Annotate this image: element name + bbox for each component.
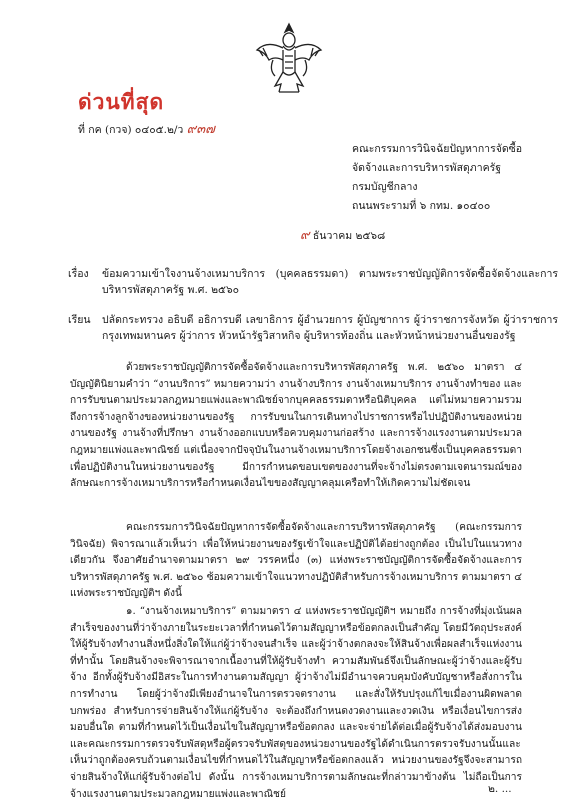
sender-address <box>352 140 522 216</box>
subject-text: ข้อมความเข้าใจงานจ้างเหมาบริการ (บุคคลธรรมดา) ตามพระราชบัญญัติการจัดซื้อจัดจ้างและการบริหารพัสดุภาครัฐ พ.ศ. ๒๕๖๐ <box>102 268 558 296</box>
body-paragraph-3: ๑. “งานจ้างเหมาบริการ” ตามมาตรา ๔ แห่งพระราชบัญญัติฯ หมายถึง การจ้างที่มุ่งเน้นผลสำเร็จของงานที่ว่าจ้างภายในระยะเวลาที่กำหนดไว้ตามสัญญาหรือข้อตกลงเป็นสำคัญ โดยมีวัตถุประสงค์ให้ผู้รับจ้างทำงานสิ่งหนึ่งสิ่งใดให้แก่ผู้ว่าจ้างจนสำเร็จ และผู้ว่าจ้างตกลงจะให้สินจ้างเพื่อผลสำเร็จแห่งงานที่ทำนั้น โดยสินจ้างจะพิจารณาจากเนื้องานที่ให้ผู้รับจ้างทำ ความสัมพันธ์จึงเป็นลักษณะผู้ว่าจ้างและผู้รับจ้าง อีกทั้งผู้รับจ้างมีอิสระในการทำงานตามสัญญา ผู้ว่าจ้างไม่มีอำนาจควบคุมบังคับบัญชาหรือสั่งการในการทำงาน โดยผู้ว่าจ้างมีเพียงอำนาจในการตรวจตรางาน และสั่งให้รับปรุงแก้ไขเมื่องานผิดพลาดบกพร่อง สำหรับการจ่ายสินจ้างให้แก่ผู้รับจ้าง จะต้องถึงกำหนดงวดงานและงวดเงิน หรือเงื่อนไขการส่งมอบอื่นใด ตามที่กำหนดไว้เป็นเงื่อนไขในสัญญาหรือข้อตกลง และจะจ่ายได้ต่อเมื่อผู้รับจ้างได้ส่งมอบงาน และคณะกรรมการตรวจรับพัสดุหรือผู้ตรวจรับพัสดุของหน่วยงานของรัฐได้ดำเนินการตรวจรับงานนั้นและเห็นว่าถูกต้องครบถ้วนตามเงื่อนไขที่กำหนดไว้ในสัญญาหรือข้อตกลงแล้ว หน่วยงานของรัฐจึงจะสามารถจ่ายสินจ้างให้แก่ผู้รับจ้างต่อไป ดังนั้น การจ้างเหมาบริการตามลักษณะที่กล่าวมาข้างต้น ไม่ถือเป็นการจ้างแรงงานตามประมวลกฎหมายแพ่งและพาณิชย์ <box>70 606 522 800</box>
body-paragraph-1: ด้วยพระราชบัญญัติการจัดซื้อจัดจ้างและการบริหารพัสดุภาครัฐ พ.ศ. ๒๕๖๐ มาตรา ๔ บัญญัตินิยามคำว่า “งานบริการ” หมายความว่า งานจ้างบริการ งานจ้างเหมาบริการ งานจ้างทำของ และการรับขนตามประมวลกฎหมายแพ่งและพาณิชย์จากบุคคลธรรมดาหรือนิติบุคคล แต่ไม่หมายความรวมถึงการจ้างลูกจ้างของหน่วยงานของรัฐ การรับขนในการเดินทางไปราชการหรือไปปฏิบัติงานของหน่วยงานของรัฐ งานจ้างที่ปรึกษา งานจ้างออกแบบหรือควบคุมงานก่อสร้าง และการจ้างแรงงานตามประมวลกฎหมายแพ่งและพาณิชย์ แต่เนื่องจากปัจจุบันในงานจ้างเหมาบริการโดยจ้างเอกชนซึ่งเป็นบุคคลธรรมดาเพื่อปฏิบัติงานในหน่วยงานของรัฐ มีการกำหนดขอบเขตของงานที่จะจ้างไม่ตรงตามเจตนารมณ์ของลักษณะการจ้างเหมาบริการหรือกำหนดเงื่อนไขของสัญญาคลุมเครือทำให้เกิดความไม่ชัดเจน <box>70 362 522 490</box>
recipient-text: ปลัดกระทรวง อธิบดี อธิการบดี เลขาธิการ ผู้อำนวยการ ผู้บัญชาการ ผู้ว่าราชการจังหวัด ผู้ว่าราชการกรุงเทพมหานคร ผู้ว่าการ หัวหน้ารัฐวิสาหกิจ ผู้บริหารท้องถิ่น และหัวหน้าหน่วยงานอื่นของรัฐ <box>102 314 558 342</box>
date-month-year: ธันวาคม ๒๕๖๘ <box>312 230 386 242</box>
address-line: จัดจ้างและการบริหารพัสดุภาครัฐ <box>352 162 502 174</box>
address-line: คณะกรรมการวินิจฉัยปัญหาการจัดซื้อ <box>352 143 523 155</box>
subject-label: เรื่อง <box>68 268 89 280</box>
body-paragraph-2: คณะกรรมการวินิจฉัยปัญหาการจัดซื้อจัดจ้างและการบริหารพัสดุภาครัฐ (คณะกรรมการวินิจฉัย) พิจารณาแล้วเห็นว่า เพื่อให้หน่วยงานของรัฐเข้าใจและปฏิบัติได้อย่างถูกต้อง เป็นไปในแนวทางเดียวกัน จึงอาศัยอำนาจตามมาตรา ๒๙ วรรคหนึ่ง (๓) แห่งพระราชบัญญัติการจัดซื้อจัดจ้างและการบริหารพัสดุภาครัฐ พ.ศ. ๒๕๖๐ ซ้อมความเข้าใจแนวทางปฏิบัติสำหรับการจ้างเหมาบริการ ตามมาตรา ๔ แห่งพระราชบัญญัติฯ ดังนี้ <box>70 522 522 600</box>
document-number-prefix: ที่ กค (กวจ) ๐๔๐๕.๒/ว <box>78 124 184 136</box>
document-date <box>300 224 385 245</box>
document-number-handwritten: ๙๓๗ <box>186 122 215 137</box>
urgent-stamp: ด่วนที่สุด <box>78 89 165 114</box>
address-line: กรมบัญชีกลาง <box>352 181 418 193</box>
address-line: ถนนพระรามที่ ๖ กทม. ๑๐๔๐๐ <box>352 200 491 212</box>
next-page-marker: ๒. ... <box>488 783 512 795</box>
date-day-handwritten: ๙ <box>300 228 310 243</box>
recipient-label: เรียน <box>68 314 91 326</box>
document-number <box>78 118 215 139</box>
garuda-emblem-icon <box>253 20 325 98</box>
